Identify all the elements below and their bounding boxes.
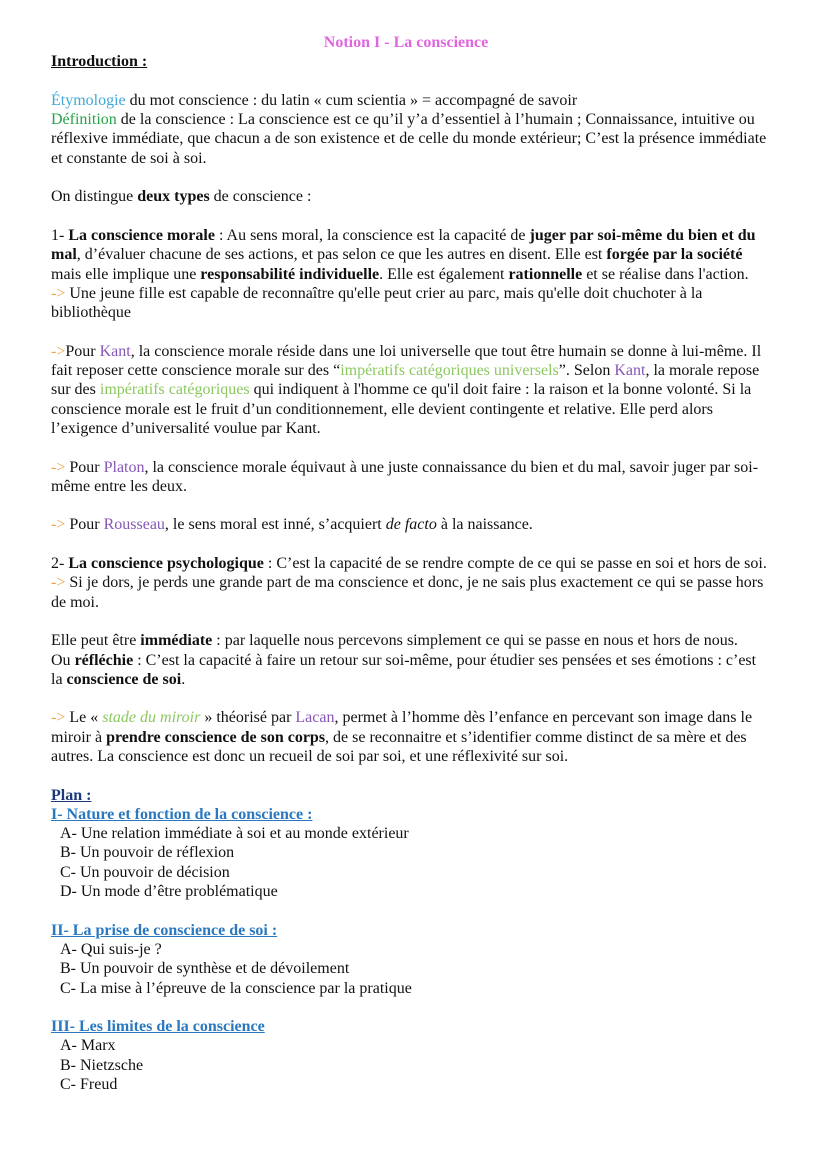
text-run: ”. Selon [558,362,615,380]
text-run: Étymologie [51,91,126,109]
text-run: forgée par la société [606,246,743,264]
text-run: La conscience psychologique [68,555,264,573]
plan-part-title: II- La prise de conscience de soi : [51,921,278,939]
text-run: de la conscience : La conscience est ce qu’il y’a d’essentiel à l’humain ; Connaissance, intuitive ou réflexive immédiate, que chacun a de son existence et de celle du monde extérieur; C’est la présence immédiate et constante de soi à soi. [51,111,767,167]
text-run: et se réalise dans l'action. [582,265,749,283]
plan-part [51,805,771,901]
paragraph [51,187,771,206]
plan-item: B- Un pouvoir de réflexion [60,844,235,862]
text-run: impératifs catégoriques universels [340,362,559,380]
text-run: qui indiquent à l'homme ce qu'il doit faire : la raison et la bonne volonté. Si la conscience morale est le fruit d’un conditionnement, elle devient contingente et relative. Elle perd alors l’exigence d’universalité voulue par Kant. [51,381,752,437]
paragraph [51,342,771,438]
text-run: de conscience : [209,188,312,206]
plan-item: C- La mise à l’épreuve de la conscience par la pratique [60,979,412,997]
text-run: : C’est la capacité à faire un retour sur soi-même, pour étudier ses pensées et ses émotions : c’est la [51,651,757,688]
paragraph [51,284,771,323]
text-run: Lacan [295,709,335,727]
text-run: Si je dors, je perds une grande part de ma conscience et donc, je ne sais plus exactement ce qui se passe hors de moi. [51,574,764,611]
text-run: Définition [51,111,117,129]
document-page [51,33,771,1114]
text-run: , permet à l’homme dès l’enfance en percevant son image dans le miroir à [51,709,753,746]
text-run: Pour [65,342,100,360]
text-run: On distingue [51,188,138,206]
text-run: impératifs catégoriques [99,381,250,399]
arrow-marker: -> [51,516,66,534]
text-run: : par laquelle nous percevons simplement ce qui se passe en nous et hors de nous. [212,632,738,650]
plan-item: A- Une relation immédiate à soi et au monde extérieur [60,825,409,843]
paragraph [51,91,771,110]
text-run: , la conscience morale équivaut à une juste connaissance du bien et du mal, savoir juger par soi-même entre les deux. [51,458,759,495]
plan-item: C- Freud [60,1076,118,1094]
text-run: Pour [65,458,104,476]
text-run: Pour [65,516,104,534]
arrow-marker: -> [51,709,66,727]
text-run: Kant [614,362,646,380]
text-run: 1- [51,226,69,244]
plan-item: A- Qui suis-je ? [60,940,162,958]
text-run: du mot conscience : du latin « cum scientia » = accompagné de savoir [125,91,578,109]
text-run: , la conscience morale réside dans une loi universelle que tout être humain se donne à lui-même. Il fait reposer cette conscience morale sur des “ [51,342,762,380]
introduction-body [51,91,771,766]
text-run: , la morale repose sur des [51,362,760,399]
text-run: prendre conscience de son corps [106,728,326,746]
text-run: rationnelle [508,265,583,283]
paragraph [51,110,771,168]
plan-item: C- Un pouvoir de décision [60,863,230,881]
paragraph [51,458,771,497]
text-run: de facto [385,516,437,534]
plan-item: B- Nietzsche [60,1056,144,1074]
paragraph [51,554,771,573]
paragraph [51,515,771,534]
text-run: La conscience morale [68,226,215,244]
arrow-marker: -> [51,574,66,592]
text-run: juger par soi-même du bien et du mal [51,226,756,264]
paragraph [51,573,771,612]
text-run: , de se reconnaitre et s’identifier comme distinct de sa mère et des autres. La conscience est donc un recueil de soi par soi, et une réflexivité sur soi. [51,728,747,765]
text-run: mais elle implique une [51,265,201,283]
text-run: stade du miroir [102,709,201,727]
paragraph [51,651,771,690]
arrow-marker: -> [51,458,66,476]
text-run: : Au sens moral, la conscience est la capacité de [214,226,530,244]
text-run: , d’évaluer chacune de ses actions, et pas selon ce que les autres en disent. Elle est [76,246,607,264]
text-run: , le sens moral est inné, s’acquiert [164,516,386,534]
plan-heading: Plan : [51,786,92,804]
text-run: Kant [99,342,131,360]
text-run: Rousseau [103,516,165,534]
text-run: : C’est la capacité de se rendre compte de ce qui se passe en soi et hors de soi. [263,555,767,573]
text-run: » théorisé par [200,709,296,727]
text-run: réfléchie [74,651,134,669]
paragraph [51,708,771,766]
text-run: immédiate [140,632,213,650]
plan-section [51,786,771,1095]
document-title: Notion I - La conscience [323,34,489,51]
plan-part [51,921,771,998]
text-run: Elle peut être [51,632,141,650]
arrow-marker: -> [51,284,66,302]
text-run: . Elle est également [379,265,509,283]
text-run: deux types [137,188,210,206]
text-run: responsabilité individuelle [200,265,380,283]
text-run: conscience de soi [66,670,182,688]
plan-item: D- Un mode d’être problématique [60,883,278,901]
text-run: Une jeune fille est capable de reconnaître qu'elle peut crier au parc, mais qu'elle doit chuchoter à la bibliothèque [51,284,703,322]
paragraph [51,226,771,284]
plan-part-title: III- Les limites de la conscience [51,1018,265,1036]
text-run: Platon [103,458,145,476]
text-run: Le « [65,709,103,727]
plan-part-title: I- Nature et fonction de la conscience : [51,805,313,823]
arrow-marker: -> [51,342,66,360]
plan-item: B- Un pouvoir de synthèse et de dévoilement [60,960,350,978]
plan-item: A- Marx [60,1037,116,1055]
paragraph [51,631,771,650]
text-run: à la naissance. [436,516,533,534]
plan-part [51,1017,771,1094]
text-run: . [181,670,186,688]
text-run: 2- [51,555,69,573]
introduction-heading: Introduction : [51,53,148,71]
text-run: Ou [51,651,75,669]
